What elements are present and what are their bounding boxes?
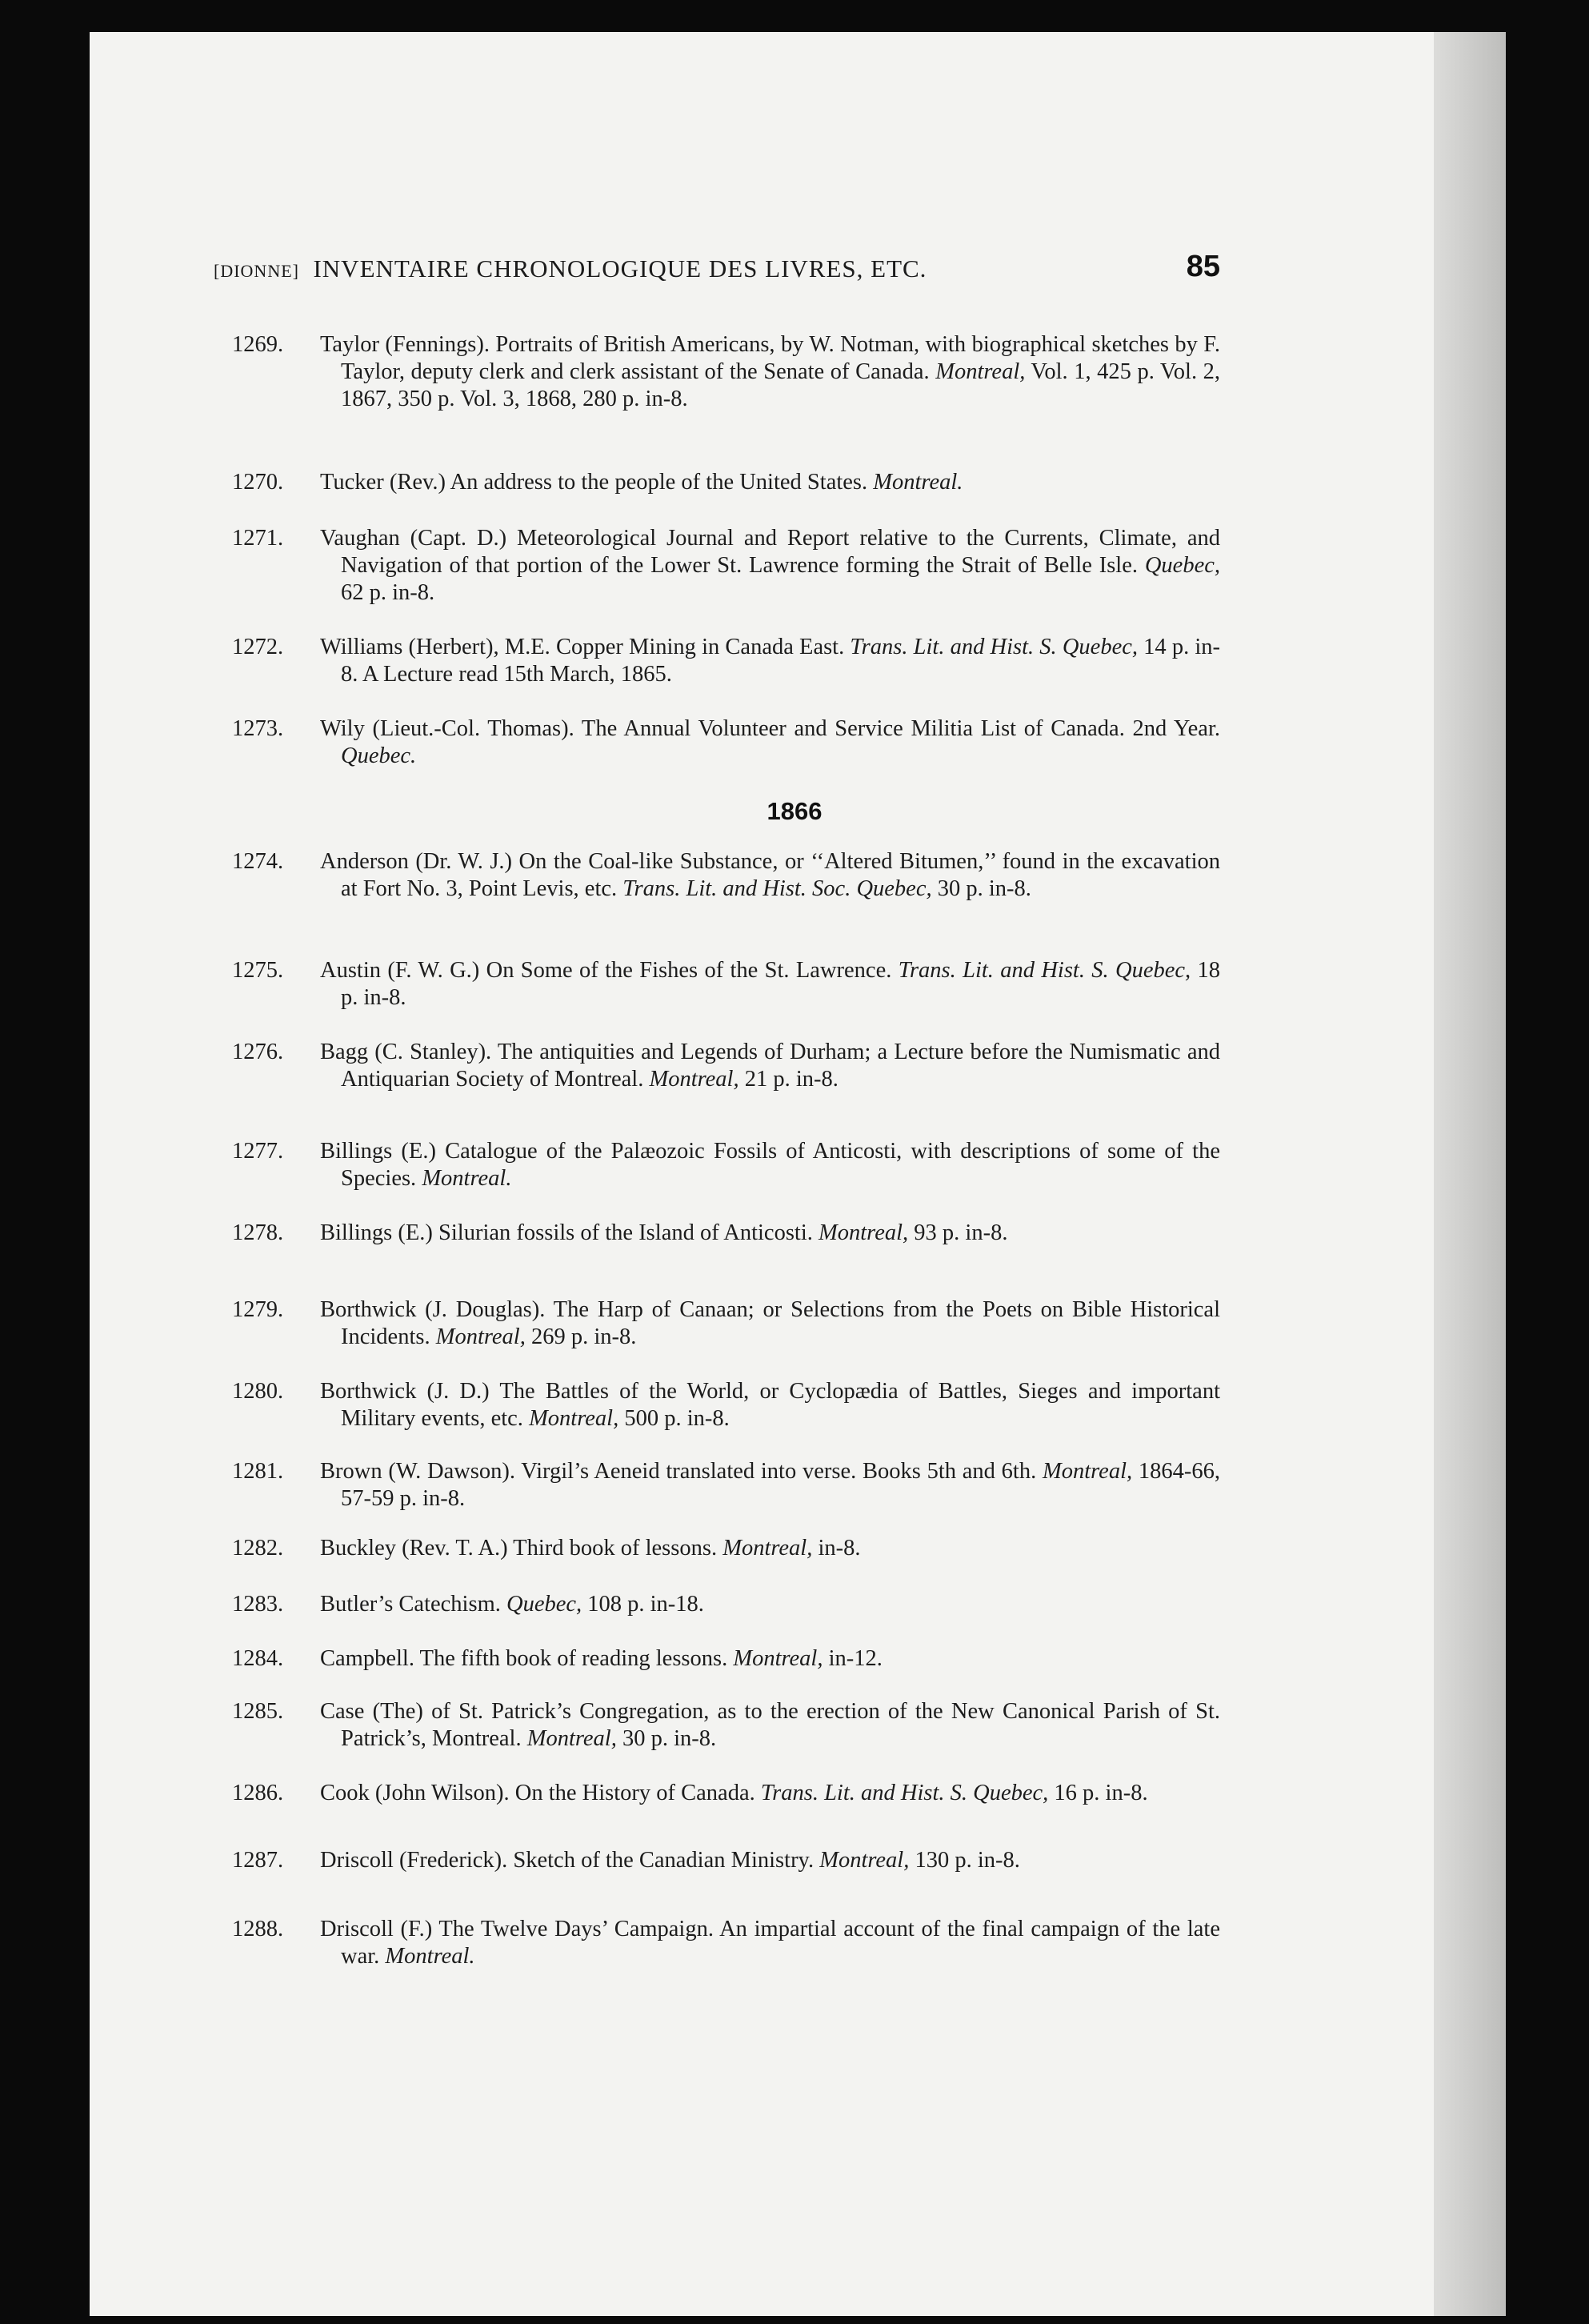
entry-segment: 30 p. in-8.: [616, 1726, 717, 1751]
entry-segment: Borthwick (J. Douglas). The Harp of Canaan; or Selections from the Poets on Bible Historical Incidents.: [320, 1297, 1220, 1349]
bibliography-entry: [234, 1220, 1220, 1247]
entry-text: [320, 848, 1220, 903]
bibliography-entry: [234, 1458, 1220, 1513]
entry-text: [320, 634, 1220, 688]
bibliography-entry: [234, 957, 1220, 1012]
entry-text: [320, 1645, 1220, 1673]
entry-text: [320, 1378, 1220, 1432]
entry-publication: Quebec,: [506, 1592, 582, 1617]
entry-number: 1282.: [232, 1536, 284, 1561]
bibliography-entry: [234, 1591, 1220, 1618]
entry-segment: in-12.: [823, 1646, 883, 1671]
entry-segment: Austin (F. W. G.) On Some of the Fishes of the St. Lawrence.: [320, 958, 899, 983]
entry-publication: Montreal.: [422, 1166, 512, 1191]
entry-segment: 30 p. in-8.: [931, 876, 1031, 901]
entry-segment: 108 p. in-18.: [582, 1592, 704, 1617]
bibliography-entry: [234, 1780, 1220, 1807]
header-title: INVENTAIRE CHRONOLOGIQUE DES LIVRES, ETC.: [313, 254, 927, 282]
entry-publication: Montreal,: [935, 359, 1026, 384]
entry-publication: Montreal,: [733, 1646, 823, 1671]
bibliography-entry: [234, 1296, 1220, 1351]
entry-number: 1281.: [232, 1459, 284, 1484]
entry-text: [320, 1296, 1220, 1351]
entry-segment: 130 p. in-8.: [909, 1848, 1020, 1873]
entry-text: [320, 1458, 1220, 1513]
entry-publication: Montreal,: [819, 1848, 910, 1873]
entry-segment: Taylor (Fennings). Portraits of British Americans, by W. Notman, with biographical sketches by F. Taylor, deputy clerk and clerk assistant of the Senate of Canada.: [320, 332, 1220, 384]
bibliography-entry: [234, 1138, 1220, 1192]
year-heading: 1866: [766, 797, 823, 825]
entry-number: 1283.: [232, 1592, 284, 1617]
entry-text: [320, 331, 1220, 413]
entry-publication: Montreal,: [529, 1406, 619, 1431]
entry-number: 1271.: [232, 526, 284, 551]
entry-text: [320, 469, 1220, 496]
entry-segment: Case (The) of St. Patrick’s Congregation, as to the erection of the New Canonical Parish of St. Patrick’s, Montreal.: [320, 1699, 1220, 1751]
entry-publication: Montreal,: [819, 1220, 909, 1245]
entry-text: [320, 715, 1220, 770]
entry-segment: 16 p. in-8.: [1048, 1781, 1148, 1805]
entry-segment: 93 p. in-8.: [908, 1220, 1008, 1245]
entry-publication: Quebec.: [341, 743, 417, 768]
entry-number: 1287.: [232, 1848, 284, 1873]
entry-segment: Driscoll (Frederick). Sketch of the Canadian Ministry.: [320, 1848, 820, 1873]
entry-segment: Brown (W. Dawson). Virgil’s Aeneid translated into verse. Books 5th and 6th.: [320, 1459, 1043, 1484]
entry-segment: 500 p. in-8.: [618, 1406, 730, 1431]
bibliography-entry: [234, 1535, 1220, 1562]
bibliography-entry: [234, 525, 1220, 607]
entry-segment: Billings (E.) Silurian fossils of the Island of Anticosti.: [320, 1220, 819, 1245]
entry-segment: 21 p. in-8.: [738, 1067, 839, 1092]
entry-segment: Anderson (Dr. W. J.) On the Coal-like Substance, or ‘‘Altered Bitumen,’’ found in the excavation at Fort No. 3, Point Levis, etc.: [320, 849, 1220, 901]
entry-number: 1270.: [232, 470, 284, 495]
bibliography-entry: [234, 1847, 1220, 1874]
entry-number: 1272.: [232, 635, 284, 659]
entry-segment: Butler’s Catechism.: [320, 1592, 506, 1617]
entry-number: 1280.: [232, 1379, 284, 1404]
entry-number: 1276.: [232, 1040, 284, 1064]
running-header-text: [214, 254, 927, 283]
entry-number: 1274.: [232, 849, 284, 874]
entry-text: [320, 1916, 1220, 1970]
entry-number: 1285.: [232, 1699, 284, 1724]
entry-number: 1278.: [232, 1220, 284, 1245]
entry-number: 1286.: [232, 1781, 284, 1805]
entry-segment: Borthwick (J. D.) The Battles of the World, or Cyclopædia of Battles, Sieges and important Military events, etc.: [320, 1379, 1220, 1431]
entry-publication: Montreal,: [649, 1067, 739, 1092]
entry-segment: Williams (Herbert), M.E. Copper Mining in Canada East.: [320, 635, 851, 659]
entry-text: [320, 957, 1220, 1012]
bibliography-entry: [234, 469, 1220, 496]
bibliography-entry: [234, 1645, 1220, 1673]
header-author: [DIONNE]: [214, 261, 299, 281]
bibliography-entry: [234, 715, 1220, 770]
entry-segment: Campbell. The fifth book of reading lessons.: [320, 1646, 734, 1671]
entry-number: 1284.: [232, 1646, 284, 1671]
bibliography-entry: [234, 1378, 1220, 1432]
entry-segment: 269 p. in-8.: [525, 1324, 637, 1349]
entry-segment: 1864-66, 57-59 p. in-8.: [341, 1459, 1220, 1511]
entry-segment: Vaughan (Capt. D.) Meteorological Journal and Report relative to the Currents, Climate, and Navigation of that portion of the Lower St. Lawrence forming the Strait of Belle Isle.: [320, 526, 1220, 578]
entry-publication: Montreal,: [1042, 1459, 1133, 1484]
entry-segment: Wily (Lieut.-Col. Thomas). The Annual Volunteer and Service Militia List of Canada. 2nd Year.: [320, 716, 1220, 741]
entry-publication: Montreal,: [526, 1726, 617, 1751]
entry-publication: Montreal.: [385, 1944, 475, 1969]
entry-text: [320, 1138, 1220, 1192]
entry-text: [320, 1591, 1220, 1618]
bibliography-entry: [234, 331, 1220, 413]
entry-number: 1288.: [232, 1917, 284, 1941]
entry-number: 1275.: [232, 958, 284, 983]
entry-text: [320, 1220, 1220, 1247]
page-number: 85: [1186, 250, 1220, 283]
bibliography-entry: [234, 1916, 1220, 1970]
entry-publication: Montreal,: [722, 1536, 813, 1561]
entry-segment: Tucker (Rev.) An address to the people of the United States.: [320, 470, 874, 495]
entry-publication: Montreal.: [873, 470, 963, 495]
entry-text: [320, 1039, 1220, 1093]
entry-number: 1279.: [232, 1297, 284, 1322]
entry-text: [320, 1780, 1220, 1807]
entry-segment: 62 p. in-8.: [341, 580, 435, 605]
entry-publication: Montreal,: [435, 1324, 526, 1349]
page-edge: [1434, 32, 1506, 2316]
entry-segment: 18 p. in-8.: [341, 958, 1221, 1010]
bibliography-entry: [234, 1698, 1220, 1753]
entry-text: [320, 1847, 1220, 1874]
entry-number: 1273.: [232, 716, 284, 741]
entry-text: [320, 1535, 1220, 1562]
entry-segment: Cook (John Wilson). On the History of Canada.: [320, 1781, 761, 1805]
entry-segment: Bagg (C. Stanley). The antiquities and Legends of Durham; a Lecture before the Numismatic and Antiquarian Society of Montreal.: [320, 1040, 1220, 1092]
entry-number: 1277.: [232, 1139, 284, 1164]
entry-segment: Buckley (Rev. T. A.) Third book of lessons.: [320, 1536, 723, 1561]
entry-number: 1269.: [232, 332, 284, 357]
entry-publication: Trans. Lit. and Hist. S. Quebec,: [760, 1781, 1049, 1805]
running-header: [214, 250, 1220, 296]
entry-segment: in-8.: [812, 1536, 861, 1561]
entry-text: [320, 525, 1220, 607]
bibliography-entry: [234, 634, 1220, 688]
entry-publication: Quebec,: [1144, 553, 1220, 578]
bibliography-entry: [234, 848, 1220, 903]
entry-segment: Driscoll (F.) The Twelve Days’ Campaign. An impartial account of the final campaign of the late war.: [320, 1917, 1220, 1969]
entry-segment: Billings (E.) Catalogue of the Palæozoic Fossils of Anticosti, with descriptions of some of the Species.: [320, 1139, 1220, 1191]
entry-segment: 14 p. in-8. A Lecture read 15th March, 1865.: [341, 635, 1221, 687]
entry-text: [320, 1698, 1220, 1753]
entry-publication: Trans. Lit. and Hist. S. Quebec,: [898, 958, 1191, 983]
entry-publication: Trans. Lit. and Hist. S. Quebec,: [850, 635, 1138, 659]
entry-publication: Trans. Lit. and Hist. Soc. Quebec,: [622, 876, 932, 901]
entry-segment: Vol. 1, 425 p. Vol. 2, 1867, 350 p. Vol. 3, 1868, 280 p. in-8.: [341, 359, 1221, 411]
bibliography-entry: [234, 1039, 1220, 1093]
